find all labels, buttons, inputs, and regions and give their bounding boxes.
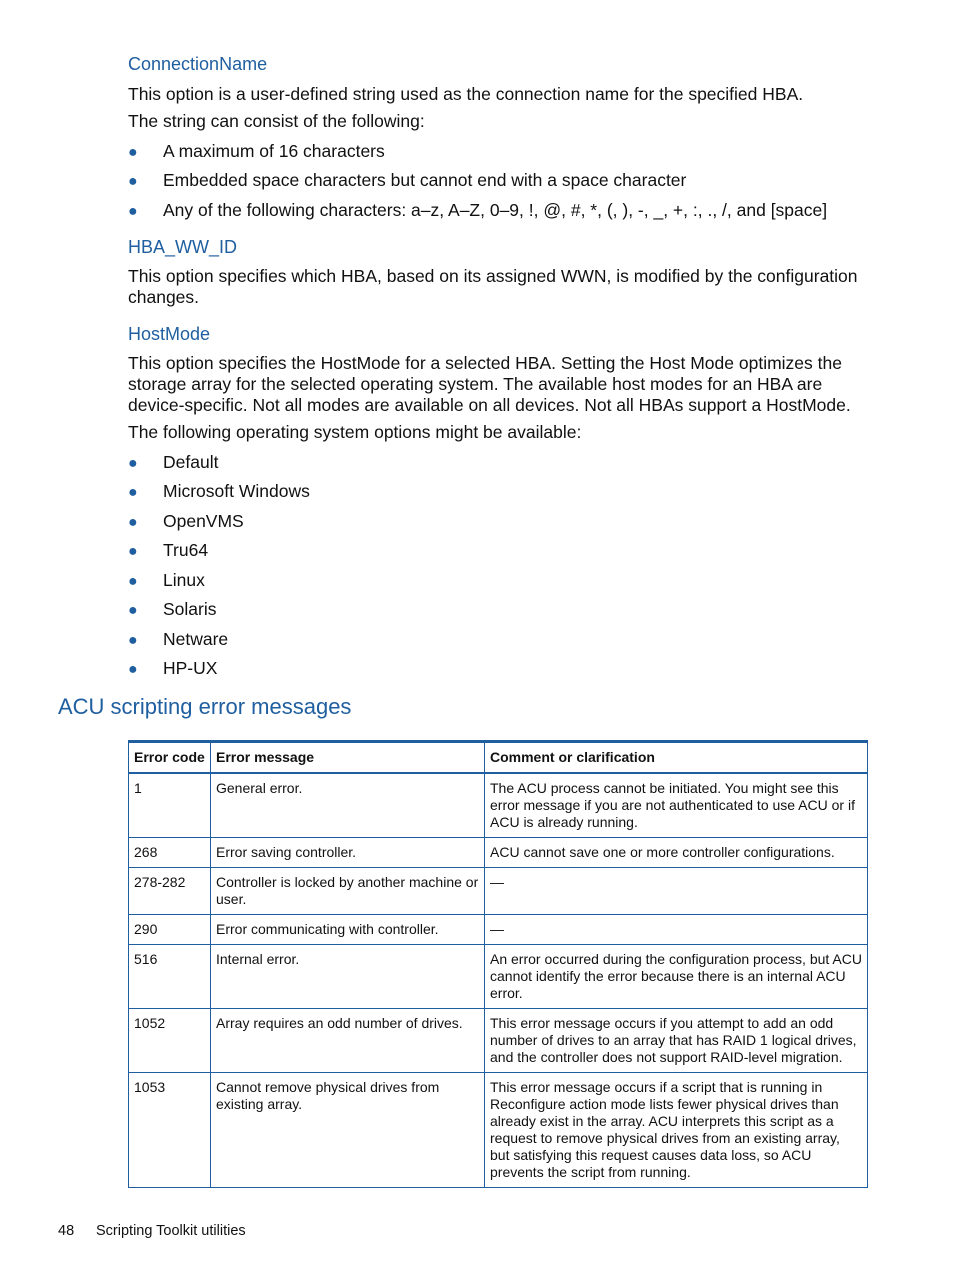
list-item-text: OpenVMS <box>163 511 244 531</box>
cell-error-message: Controller is locked by another machine or user. <box>211 868 485 915</box>
bullet-icon: ● <box>128 632 138 649</box>
bullet-icon: ● <box>128 203 138 220</box>
cell-error-message: Array requires an odd number of drives. <box>211 1009 485 1073</box>
cell-comment: — <box>485 868 868 915</box>
list-item-text: Any of the following characters: a–z, A–Z, 0–9, !, @, #, *, (, ), -, _, +, :, ., /, and [space] <box>163 200 828 220</box>
table-row <box>129 1073 868 1188</box>
cell-error-code: 278-282 <box>129 868 211 915</box>
cell-error-message: Cannot remove physical drives from existing array. <box>211 1073 485 1188</box>
table-row <box>129 915 868 945</box>
cell-error-message: Error saving controller. <box>211 838 485 868</box>
list-item-text: Tru64 <box>163 540 209 560</box>
bullet-icon: ● <box>128 484 138 501</box>
footer-label: Scripting Toolkit utilities <box>96 1223 246 1239</box>
cell-error-code: 1 <box>129 773 211 838</box>
bullet-icon: ● <box>128 173 138 190</box>
list-item-text: Default <box>163 452 219 472</box>
list-item-text: Microsoft Windows <box>163 481 310 501</box>
paragraph: The following operating system options might be available: <box>128 422 582 442</box>
column-header-error-code: Error code <box>129 742 211 774</box>
column-header-error-message: Error message <box>211 742 485 774</box>
table-row <box>129 773 868 838</box>
cell-comment: ACU cannot save one or more controller configurations. <box>485 838 868 868</box>
table-header-row <box>129 742 868 774</box>
cell-comment: This error message occurs if you attempt to add an odd number of drives to an array that has RAID 1 logical drives, and the controller does not support RAID-level migration. <box>485 1009 868 1073</box>
cell-error-message: General error. <box>211 773 485 838</box>
error-messages-table <box>128 740 868 1188</box>
section-heading: ACU scripting error messages <box>58 694 352 719</box>
cell-error-code: 516 <box>129 945 211 1009</box>
bullet-icon: ● <box>128 455 138 472</box>
cell-comment: The ACU process cannot be initiated. You might see this error message if you are not authenticated to use ACU or if ACU is already running. <box>485 773 868 838</box>
column-header-comment: Comment or clarification <box>485 742 868 774</box>
cell-error-message: Error communicating with controller. <box>211 915 485 945</box>
heading-hba-ww-id: HBA_WW_ID <box>128 237 238 257</box>
heading-hostmode: HostMode <box>128 324 211 344</box>
list-item-text: Solaris <box>163 599 217 619</box>
list-item-text: Embedded space characters but cannot end with a space character <box>163 170 687 190</box>
bullet-icon: ● <box>128 602 138 619</box>
list-item-text: Linux <box>163 570 205 590</box>
heading-connectionname: ConnectionName <box>128 54 268 74</box>
cell-error-code: 1053 <box>129 1073 211 1188</box>
cell-error-message: Internal error. <box>211 945 485 1009</box>
page-number: 48 <box>58 1223 75 1239</box>
bullet-icon: ● <box>128 661 138 678</box>
cell-comment: This error message occurs if a script that is running in Reconfigure action mode lists fewer physical drives than already exist in the array. ACU interprets this script as a request to remove physical drives from an existing array, but satisfying this request causes data loss, so ACU prevents the script from running. <box>485 1073 868 1188</box>
bullet-icon: ● <box>128 543 138 560</box>
cell-comment: An error occurred during the configuration process, but ACU cannot identify the error because there is an internal ACU error. <box>485 945 868 1009</box>
list-item-text: Netware <box>163 629 229 649</box>
table-row <box>129 945 868 1009</box>
bullet-icon: ● <box>128 144 138 161</box>
paragraph: The string can consist of the following: <box>128 111 425 131</box>
cell-error-code: 1052 <box>129 1009 211 1073</box>
table-row <box>129 868 868 915</box>
list-item-text: HP-UX <box>163 658 218 678</box>
paragraph: This option specifies the HostMode for a selected HBA. Setting the Host Mode optimizes the storage array for the selected operating system. The available host modes for an HBA are device-specific. Not all modes are available on all devices. Not all HBAs support a HostMode. <box>128 353 851 415</box>
cell-error-code: 268 <box>129 838 211 868</box>
table-row <box>129 1009 868 1073</box>
paragraph: This option is a user-defined string used as the connection name for the specified HBA. <box>128 84 804 104</box>
list-item-text: A maximum of 16 characters <box>163 141 385 161</box>
bullet-icon: ● <box>128 514 138 531</box>
table-row <box>129 838 868 868</box>
paragraph: This option specifies which HBA, based on its assigned WWN, is modified by the configuration changes. <box>128 266 858 307</box>
cell-error-code: 290 <box>129 915 211 945</box>
bullet-icon: ● <box>128 573 138 590</box>
cell-comment: — <box>485 915 868 945</box>
